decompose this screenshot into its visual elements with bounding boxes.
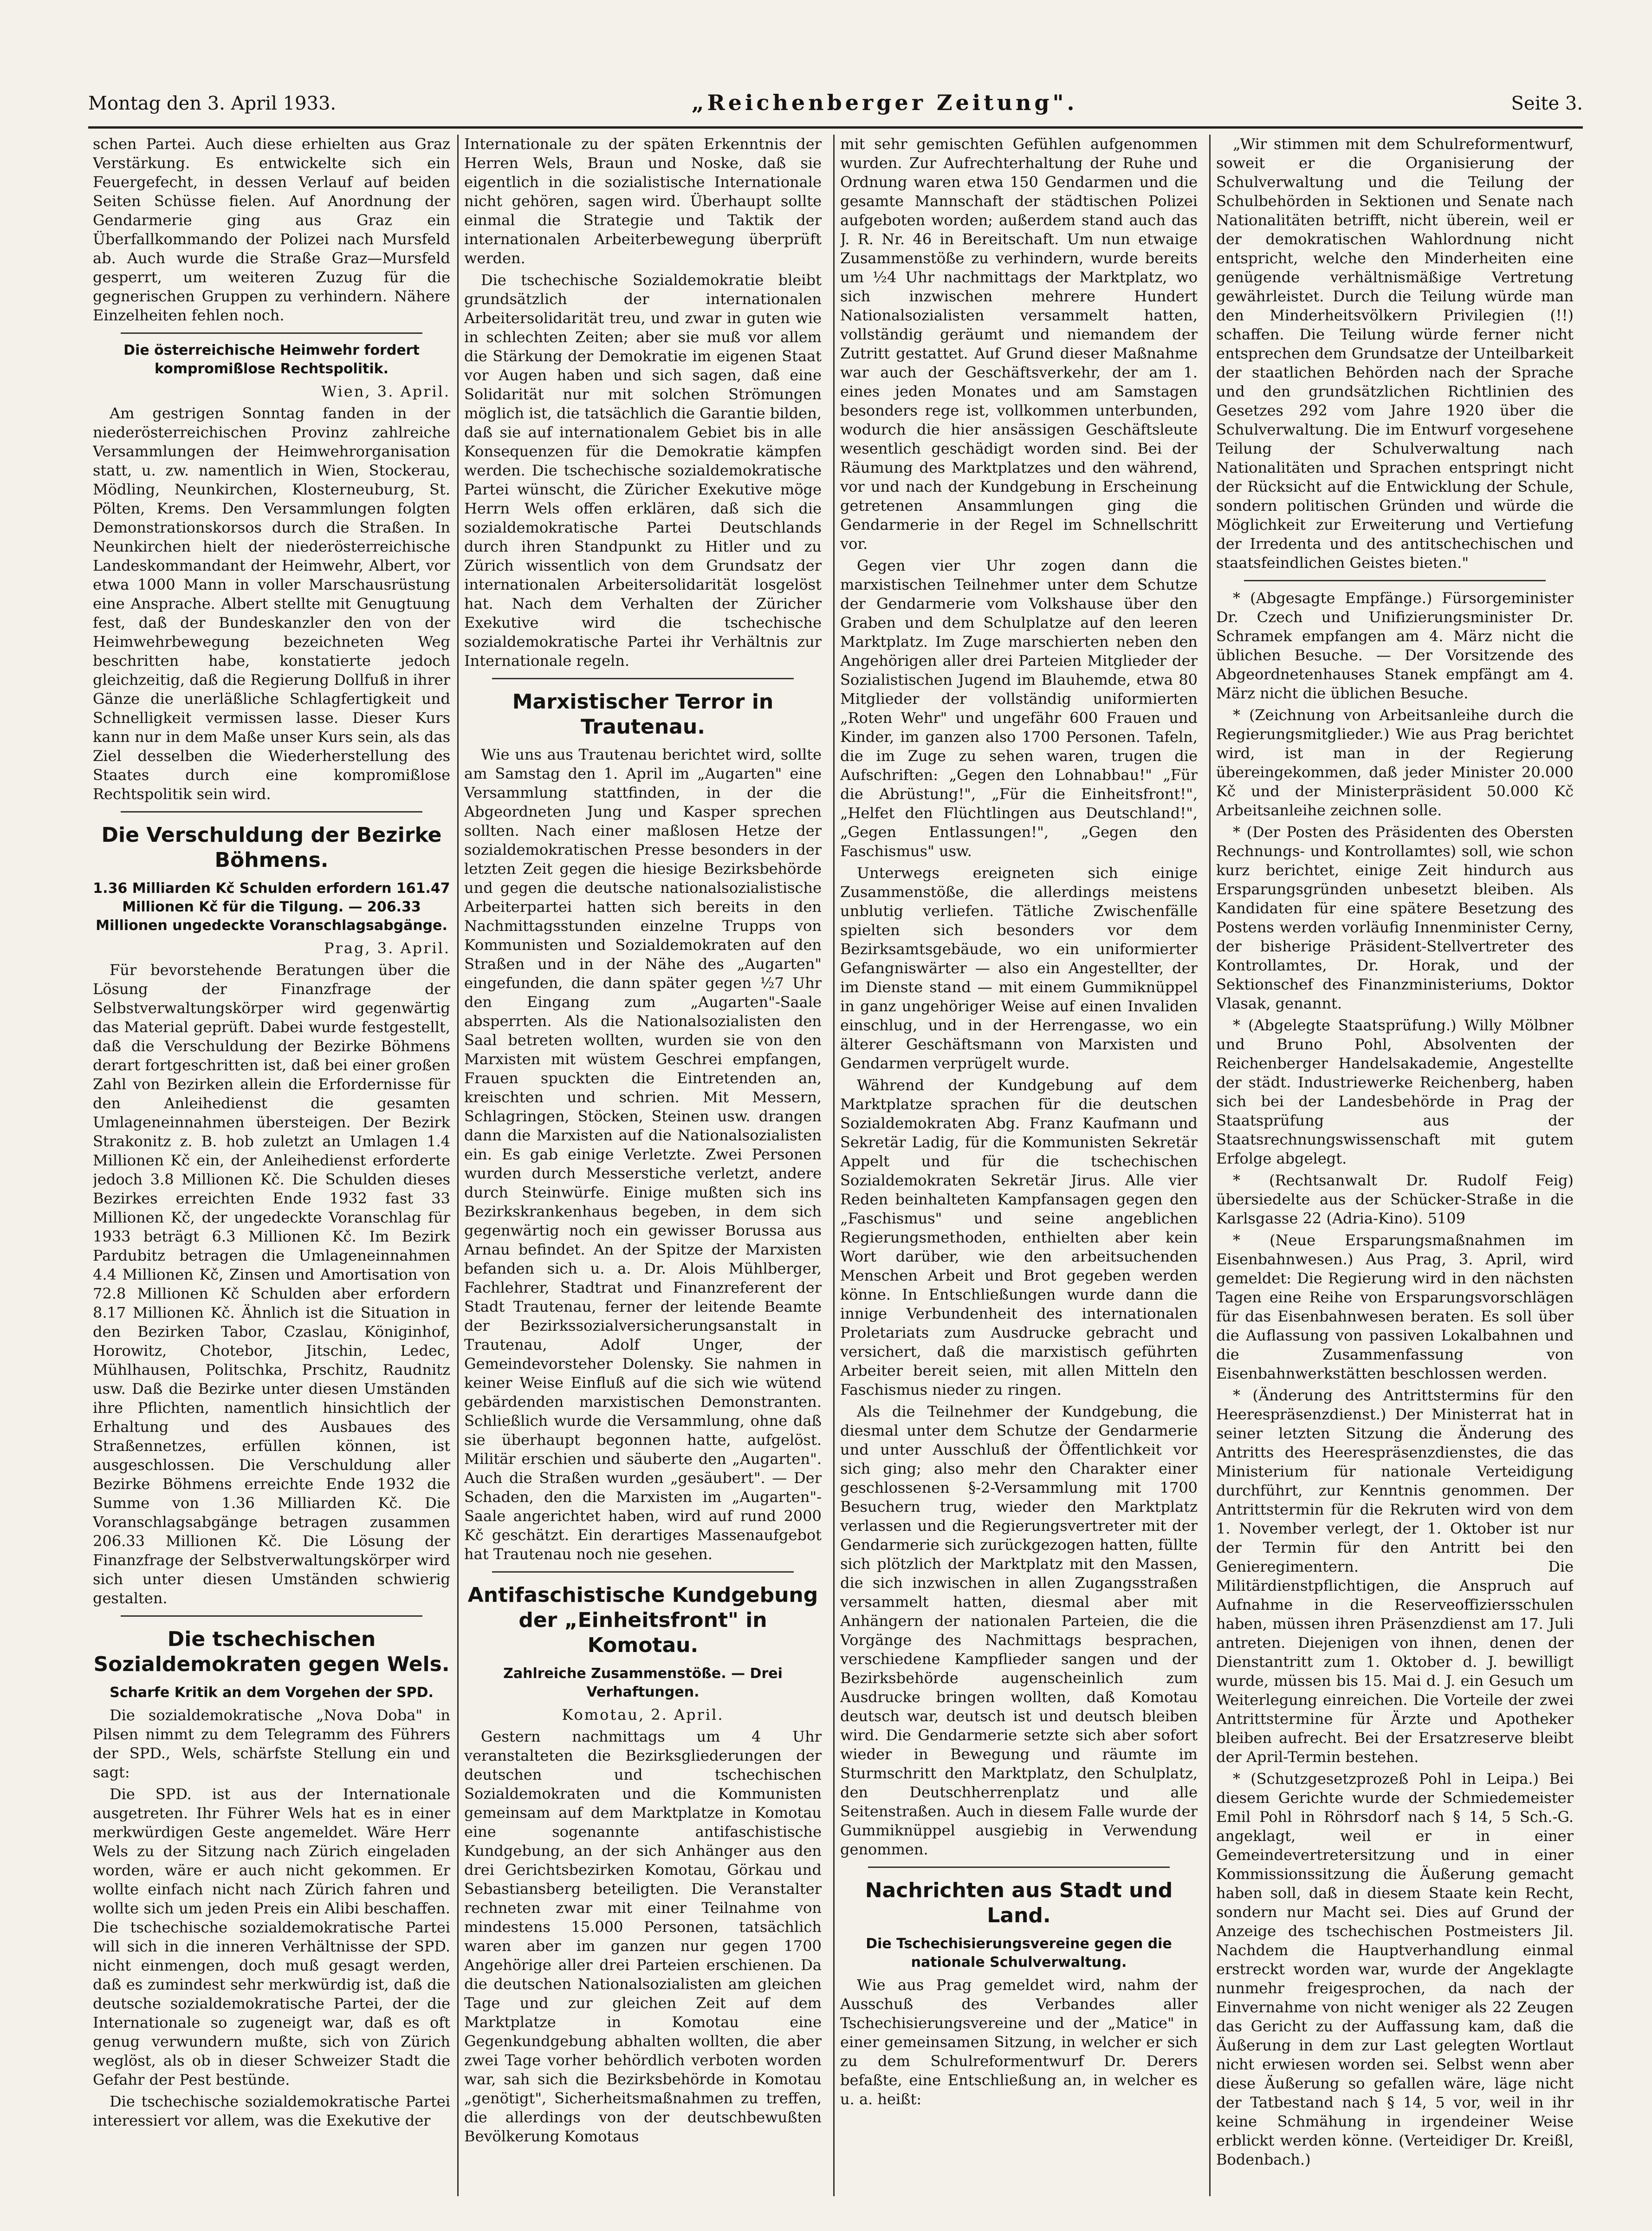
article-headline: Antifaschistische Kundgebung der „Einheitsfront" in Komotau. bbox=[467, 1583, 818, 1657]
article-headline: Die Verschuldung der Bezirke Böhmens. bbox=[101, 823, 442, 872]
column-2 bbox=[464, 135, 822, 2196]
article-text: Während der Kundgebung auf dem Marktplatze sprachen für die deutschen Sozialdemokraten Abg. Franz Kaufmann und Sekretär Ladig, für die Kommunisten Sekretär Appelt und für die tschechischen Sozialdemokraten Sekretär Jirus. Alle vier Reden beinhalteten Kampfansagen gegen den „Faschismus" und seine angeblichen Regierungsmethoden, enthielten aber kein Wort darüber, wie den arbeitsuchenden Menschen Arbeit und Brot gegeben werden könne. In Entschließungen wurde dann die innige Verbundenheit des internationalen Proletariats zum Ausdrucke gebracht und versichert, daß die marxistisch geführten Arbeiter bereit seien, mit allen Mitteln den Faschismus nieder zu ringen. bbox=[840, 1076, 1198, 1398]
article-text: Gegen vier Uhr zogen dann die marxistischen Teilnehmer unter dem Schutze der Gendarmerie vom Volkshause über den Graben und dem Schulplatze auf den leeren Marktplatz. Im Zuge marschierten neben den Angehörigen aller drei Parteien Mitglieder der Sozialistischen Jugend im Blauhemde, etwa 80 Mitglieder der vollständig uniformierten „Roten Wehr" und ungefähr 600 Frauen und Kinder, im ganzen also 1700 Personen. Tafeln, die im Zuge zu sehen waren, trugen die Aufschriften: „Gegen den Lohnabbau!" „Für die Abrüstung!", „Für die Einheitsfront!", „Helfet den Flüchtlingen aus Deutschland!", „Gegen Entlassungen!", „Gegen den Faschismus" usw. bbox=[840, 557, 1198, 860]
article-text: mit sehr gemischten Gefühlen aufgenommen wurden. Zur Aufrechterhaltung der Ruhe und Ordnung waren etwa 150 Gendarmen und die gesamte Mannschaft der städtischen Polizei aufgeboten worden; außerdem stand auch das J. R. Nr. 46 in Bereitschaft. Um nun etwaige Zusammenstöße zu verhindern, wurde bereits um ½4 Uhr nachmittags der Marktplatz, wo sich inzwischen mehrere Hundert Nationalsozialisten versammelt hatten, vollständig geräumt und niemandem der Zutritt gestattet. Auf Grund dieser Maßnahme war auch der Geschäftsverkehr, der am 1. eines jeden Monates und am Samstagen besonders rege ist, vollkommen unterbunden, wodurch die hier ansässigen Geschäftsleute wesentlich geschädigt worden sind. Bei der Räumung des Marktplatzes und den während, vor und nach der Kundgebung in Erscheinung getretenen Ansammlungen ging die Gendarmerie in der Regel im Schnellschritt vor. bbox=[840, 135, 1198, 553]
column-4 bbox=[1216, 135, 1574, 2196]
article-text: Die tschechische sozialdemokratische Partei interessiert vor allem, was die Exekutive der bbox=[93, 2093, 450, 2129]
news-item: * (Der Posten des Präsidenten des Obersten Rechnungs- und Kontrollamtes) soll, wie schon kurz berichtet, einige Zeit hindurch aus Ersparungsgründen unbesetzt bleiben. Als Kandidaten für eine spätere Besetzung des Postens werden vorläufig Innenminister Cerny, der bisherige Präsident-Stellvertreter des Kontrollamtes, Dr. Horak, und der Sektionschef des Finanzministeriums, Doktor Vlasak, genannt. bbox=[1216, 823, 1574, 1012]
article-text: schen Partei. Auch diese erhielten aus Graz Verstärkung. Es entwickelte sich ein Feuergefecht, in dessen Verlauf auf beiden Seiten Schüsse fielen. Auf Anordnung der Gendarmerie ging aus Graz ein Überfallkommando der Polizei nach Mursfeld ab. Auch wurde die Straße Graz—Mursfeld gesperrt, um weiteren Zuzug für die gegnerischen Gruppen zu verhindern. Nähere Einzelheiten fehlen noch. bbox=[93, 135, 450, 324]
news-item: * (Neue Ersparungsmaßnahmen im Eisenbahnwesen.) Aus Prag, 3. April, wird gemeldet: Die Regierung wird in den nächsten Tagen eine Reihe von Ersparungsvorschlägen für das Eisenbahnwesen beraten. Es soll über die Auflassung von passiven Lokalbahnen und die Zusammenfassung von Eisenbahnwerkstätten beschlossen werden. bbox=[1216, 1231, 1574, 1382]
article-text: Wie aus Prag gemeldet wird, nahm der Ausschuß des Verbandes aller Tschechisierungsvereine und der „Matice" in einer gemeinsamen Sitzung, in welcher er sich zu dem Schulreformentwurf Dr. Derers befaßte, eine Entschließung an, in welcher es u. a. heißt: bbox=[840, 1976, 1198, 2108]
header-date: Montag den 3. April 1933. bbox=[88, 93, 337, 114]
article-text: Die sozialdemokratische „Nova Doba" in Pilsen nimmt zu dem Telegramm des Führers der SPD., Wels, schärfste Stellung ein und sagt: bbox=[93, 1706, 450, 1781]
article-headline: Marxistischer Terror in Trautenau. bbox=[512, 690, 774, 739]
article-text: Die tschechische Sozialdemokratie bleibt grundsätzlich der internationalen Arbeitersolidarität treu, und zwar in guten wie in schlechten Zeiten; aber sie muß vor allem die Stärkung der Demokratie im eigenen Staat vor Augen haben und sich sagen, daß eine Solidarität nur mit solchen Strömungen möglich ist, die tatsächlich die Garantie bilden, daß sie auf internationalem Gebiet bis in alle Konsequenzen für die Demokratie kämpfen werden. Die tschechische sozialdemokratische Partei wünscht, die Züricher Exekutive möge Herrn Wels offen erklären, daß sich die sozialdemokratische Partei Deutschlands durch ihren Standpunkt zu Hitler und zu Zürich wissentlich von dem Grundsatz der internationalen Arbeitersolidarität losgelöst hat. Nach dem Verhalten der Züricher Exekutive wird die tschechische sozialdemokratische Partei ihr Verhältnis zur Internationale regeln. bbox=[464, 271, 822, 670]
column-divider bbox=[1209, 135, 1211, 2196]
article-separator bbox=[121, 811, 422, 813]
article-subheadline: Zahlreiche Zusammenstöße. — Drei Verhaftungen. bbox=[503, 1665, 783, 1700]
header-rule bbox=[88, 126, 1583, 129]
column-divider bbox=[457, 135, 459, 2196]
column-3 bbox=[840, 135, 1198, 2196]
article-text: Am gestrigen Sonntag fanden in der niederösterreichischen Provinz zahlreiche Versammlungen der Heimwehrorganisation statt, u. zw. namentlich in Wien, Stockerau, Mödling, Neunkirchen, Klosterneuburg, St. Pölten, Krems. Den Versammlungen folgten Demonstrationskorsos durch die Straßen. In Neunkirchen hielt der niederösterreichische Landeskommandant der Heimwehr, Albert, vor etwa 1000 Mann in voller Marschausrüstung eine Ansprache. Albert stellte mit Genugtuung fest, daß der Bundeskanzler den von der Heimwehrbewegung bezeichneten Weg beschritten habe, konstatierte jedoch gleichzeitig, daß die Regierung Dollfuß in ihrer Gänze die unerläßliche Schlagfertigkeit und Schnelligkeit vermissen lasse. Dieser Kurs kann nur in dem Maße unser Kurs sein, als das Ziel desselben die Wiederherstellung des Staates durch eine kompromißlose Rechtspolitik sein wird. bbox=[93, 404, 450, 803]
dateline: Komotau, 2. April. bbox=[562, 1706, 724, 1724]
article-separator bbox=[492, 1571, 794, 1573]
article-separator bbox=[121, 332, 422, 334]
article-text: Die SPD. ist aus der Internationale ausgetreten. Ihr Führer Wels hat es in einer merkwürdigen Geste angemeldet. Wäre Herr Wels zu der Sitzung nach Zürich eingeladen worden, wäre er auch nicht gekommen. Er wollte einfach nicht nach Zürich fahren und wollte sich um jeden Preis ein Alibi beschaffen. Die tschechische sozialdemokratische Partei will sich in die inneren Verhältnisse der SPD. nicht einmengen, doch muß gesagt werden, daß es zumindest sehr merkwürdig ist, daß die deutsche sozialdemokratische Partei, der die Internationale so zugeneigt war, daß es oft genug verwundern mußte, sich von Zürich weglöst, als ob in dieser Schweizer Stadt die Gefahr der Pest bestünde. bbox=[93, 1785, 450, 2088]
article-text: Wie uns aus Trautenau berichtet wird, sollte am Samstag den 1. April im „Augarten" eine Versammlung stattfinden, in der die Abgeordneten Jung und Kasper sprechen sollten. Nach einer maßlosen Hetze der sozialdemokratischen Presse besonders in der letzten Zeit gegen die hiesige Bezirksbehörde und gegen die deutsche nationalsozialistische Arbeiterpartei hatten sich bereits in den Nachmittagsstunden einzelne Trupps von Kommunisten und Sozialdemokraten auf den Straßen und in der Nähe des „Augarten" eingefunden, die dann später gegen ½7 Uhr den Eingang zum „Augarten"-Saale absperrten. Als die Nationalsozialisten den Saal betreten wollten, wurden sie von den Marxisten mit wüstem Geschrei empfangen, Frauen spuckten die Eintretenden an, kreischten und schrien. Mit Messern, Schlagringen, Stöcken, Steinen usw. drangen dann die Marxisten auf die Nationalsozialisten ein. Es gab einige Verletzte. Zwei Personen wurden durch Messerstiche verletzt, andere durch Steinwürfe. Einige mußten sich ins Bezirkskrankenhaus begeben, in dem sich gegenwärtig noch ein gewisser Borussa aus Arnau befindet. An der Spitze der Marxisten befanden sich u. a. Dr. Alois Mühlberger, Fachlehrer, Stadtrat und Finanzreferent der Stadt Trautenau, ferner der leitende Beamte der Bezirkssozialversicherungsanstalt in Trautenau, Adolf Unger, der Gemeindevorsteher Dolensky. Sie nahmen in keiner Weise Einfluß auf die sich wie wütend gebärdenden marxistischen Demonstranten. Schließlich wurde die Versammlung, ohne daß sie überhaupt begonnen hatte, aufgelöst. Militär erschien und säuberte den „Augarten". Auch die Straßen wurden „gesäubert". — Der Schaden, den die Marxisten im „Augarten"-Saale angerichtet haben, wird auf rund 2000 Kč geschätzt. Ein derartiges Massenaufgebot hat Trautenau noch nie gesehen. bbox=[464, 746, 822, 1563]
article-separator bbox=[1244, 580, 1546, 581]
article-text: Als die Teilnehmer der Kundgebung, die diesmal unter dem Schutze der Gendarmerie und unter Ausschluß der Öffentlichkeit vor sich ging; also mehr den Charakter einer geschlossenen §-2-Versammlung mit 1700 Besuchern trug, wieder den Marktplatz verlassen und die Regierungsvertreter mit der Gendarmerie sich zurückgezogen hatten, füllte sich plötzlich der Marktplatz mit den Massen, die sich inzwischen in allen Zugangsstraßen versammelt hatten, diesmal aber mit Anhängern der nationalen Parteien, die die Vorgänge des Nachmittags besprachen, verschiedene Kampflieder sangen und der Bezirksbehörde augenscheinlich zum Ausdrucke bringen wollten, daß Komotau deutsch war, deutsch ist und deutsch bleiben wird. Die Gendarmerie setzte sich aber sofort wieder in Bewegung und räumte im Sturmschritt den Marktplatz, den Schulplatz, den Deutschherrenplatz und alle Seitenstraßen. Auch in diesem Falle wurde der Gummiknüppel ausgiebig in Verwendung genommen. bbox=[840, 1403, 1198, 1858]
masthead: „Reichenberger Zeitung". bbox=[692, 90, 1078, 115]
news-item: * (Abgesagte Empfänge.) Fürsorgeminister Dr. Czech und Unifizierungsminister Dr. Schramek empfangen am 4. März nicht die üblichen Besuche. — Der Vorsitzende des Abgeordnetenhauses Stanek empfängt am 4. März nicht die üblichen Besuche. bbox=[1216, 589, 1574, 702]
article-separator bbox=[492, 678, 794, 679]
page-number: Seite 3. bbox=[1511, 93, 1583, 114]
article-text: Für bevorstehende Beratungen über die Lösung der Finanzfrage der Selbstverwaltungskörper wird gegenwärtig das Material geprüft. Dabei wurde festgestellt, daß die Verschuldung der Bezirke Böhmens derart fortgeschritten ist, daß bei einer großen Zahl von Bezirken allein die Erfordernisse für den Anleihedienst die gesamten Umlageneinnahmen übersteigen. Der Bezirk Strakonitz z. B. hob zuletzt an Umlagen 1.4 Millionen Kč ein, der Anleihedienst erforderte jedoch 3.8 Millionen Kč. Die Schulden dieses Bezirkes erreichten Ende 1932 fast 33 Millionen Kč, der ungedeckte Voranschlag für 1933 beträgt 6.3 Millionen Kč. Im Bezirk Pardubitz betragen die Umlageneinnahmen 4.4 Millionen Kč, Zinsen und Amortisation von 72.8 Millionen Kč Schulden aber erfordern 8.17 Millionen Kč. Ähnlich ist die Situation in den Bezirken Tabor, Czaslau, Königinhof, Horowitz, Chotebor, Jitschin, Ledec, Mühlhausen, Politschka, Prschitz, Raudnitz usw. Daß die Bezirke unter diesen Umständen ihre Pflichten, namentlich hinsichtlich der Erhaltung und des Ausbaues des Straßennetzes, erfüllen können, ist ausgeschlossen. Die Verschuldung aller Bezirke Böhmens erreichte Ende 1932 die Summe von 1.36 Milliarden Kč. Die Voranschlagsabgänge betragen zusammen 206.33 Millionen Kč. Die Lösung der Finanzfrage der Selbstverwaltungskörper wird sich unter diesen Umständen schwierig gestalten. bbox=[93, 961, 450, 1607]
article-separator bbox=[868, 1867, 1170, 1868]
news-item: * (Änderung des Antrittstermins für den Heerespräsenzdienst.) Der Ministerrat hat in seiner letzten Sitzung die Änderung des Antritts des Heerespräsenzdienstes, die das Ministerium für nationale Verteidigung durchführt, zur Kenntnis genommen. Der Antrittstermin für die Rekruten wird von dem 1. November verlegt, der 1. Oktober ist nur der Termin für den Antritt bei den Genieregimentern. Die Militärdienstpflichtigen, die Anspruch auf Aufnahme in die Reserveoffiziersschulen haben, müssen ihren Präsenzdienst am 17. Juli antreten. Diejenigen von ihnen, denen der Dienstantritt zum 1. Oktober d. J. bewilligt wurde, müssen bis 15. Mai d. J. ein Gesuch um Weiterlegung einreichen. Die Vorteile der zwei Antrittstermine für Ärzte und Apotheker bleiben aufrecht. Bei der Ersatzreserve bleibt der April-Termin bestehen. bbox=[1216, 1386, 1574, 1766]
article-headline: Die Tschechisierungsvereine gegen die nationale Schulverwaltung. bbox=[866, 1936, 1172, 1971]
article-text: Internationale zu der späten Erkenntnis der Herren Wels, Braun und Noske, daß sie eigentlich in die sozialistische Internationale nicht gehören, sagen wird. Überhaupt sollte einmal die Strategie und Taktik der internationalen Arbeiterbewegung überprüft werden. bbox=[464, 135, 822, 267]
page-header bbox=[88, 87, 1583, 124]
dateline: Prag, 3. April. bbox=[324, 939, 450, 957]
news-item: * (Schutzgesetzprozeß Pohl in Leipa.) Bei diesem Gerichte wurde der Schmiedemeister Emil Pohl in Röhrsdorf nach § 14, 5 Sch.-G. angeklagt, weil er in einer Gemeindevertretersitzung und in einer Kommissionssitzung die Äußerung gemacht haben soll, daß in diesem Staate kein Recht, sondern nur Macht sei. Dies auf Grund der Anzeige des tschechischen Postmeisters Jil. Nachdem die Hauptverhandlung einmal erstreckt worden war, wurde der Angeklagte nunmehr freigesprochen, da nach der Einvernahme von nicht weniger als 22 Zeugen das Gericht zu der Auffassung kam, daß die Äußerung in dem zur Last gelegten Wortlaut nicht erwiesen worden sei. Selbst wenn aber diese Äußerung so gefallen wäre, läge nicht der Tatbestand nach § 14, 5 vor, weil in ihr keine Schmähung in irgendeiner Weise erblickt werden könne. (Verteidiger Dr. Kreißl, Bodenbach.) bbox=[1216, 1770, 1574, 2168]
news-item: * (Abgelegte Staatsprüfung.) Willy Mölbner und Bruno Pohl, Absolventen der Reichenberger Handelsakademie, Angestellte der städt. Industriewerke Reichenberg, haben sich bei der Landesbehörde in Prag der Staatsprüfung aus der Staatsrechnungswissenschaft mit gutem Erfolge abgelegt. bbox=[1216, 1016, 1574, 1167]
article-headline: Die österreichische Heimwehr fordert kompromißlose Rechtspolitik. bbox=[123, 342, 420, 377]
column-divider bbox=[833, 135, 835, 2196]
news-item: * (Zeichnung von Arbeitsanleihe durch die Regierungsmitglieder.) Wie aus Prag berichtet wird, ist man in der Regierung übereingekommen, daß jeder Minister 20.000 Kč und der Ministerpräsident 50.000 Kč Arbeitsanleihe zeichnen solle. bbox=[1216, 706, 1574, 819]
article-subheadline: Scharfe Kritik an dem Vorgehen der SPD. bbox=[110, 1685, 434, 1701]
news-item: * (Rechtsanwalt Dr. Rudolf Feig) übersiedelte aus der Schücker-Straße in die Karlsgasse 22 (Adria-Kino). 5109 bbox=[1216, 1171, 1574, 1227]
dateline: Wien, 3. April. bbox=[321, 383, 450, 400]
article-headline: Die tschechischen Sozialdemokraten gegen Wels. bbox=[93, 1627, 450, 1676]
article-subheadline: 1.36 Milliarden Kč Schulden erfordern 161.47 Millionen Kč für die Tilgung. — 206.33 Millionen ungedeckte Voranschlagsabgänge. bbox=[93, 880, 450, 934]
column-1 bbox=[93, 135, 450, 2196]
article-text: Unterwegs ereigneten sich einige Zusammenstöße, die allerdings meistens unblutig verliefen. Tätliche Zwischenfälle spielten sich besonders vor dem Bezirksamtsgebäude, wo ein uniformierter Gefangniswärter — also ein Angestellter, der im Dienste stand — mit einem Gummiknüppel in ganz ungehöriger Weise auf einen Invaliden einschlug, und in der Herrengasse, wo ein älterer Geschäftsmann von Marxisten und Gendarmen verprügelt wurde. bbox=[840, 864, 1198, 1072]
article-separator bbox=[121, 1615, 422, 1617]
section-headline: Nachrichten aus Stadt und Land. bbox=[865, 1879, 1173, 1927]
article-text: Gestern nachmittags um 4 Uhr veranstalteten die Bezirksgliederungen der deutschen und tschechischen Sozialdemokraten und die Kommunisten gemeinsam auf dem Marktplatze in Komotau eine sogenannte antifaschistische Kundgebung, an der sich Anhänger aus den drei Gerichtsbezirken Komotau, Görkau und Sebastiansberg beteiligten. Die Veranstalter rechneten zwar mit einer Teilnahme von mindestens 15.000 Personen, tatsächlich waren aber im ganzen nur gegen 1700 Angehörige aller drei Parteien erschienen. Da die deutschen Nationalsozialisten am gleichen Tage und zur gleichen Zeit auf dem Marktplatze in Komotau eine Gegenkundgebung abhalten wollten, die aber zwei Tage vorher behördlich verboten worden war, sah sich die Bezirksbehörde in Komotau „genötigt", Sicherheitsmaßnahmen zu treffen, die allerdings von der deutschbewußten Bevölkerung Komotaus bbox=[464, 1728, 822, 2145]
article-text: „Wir stimmen mit dem Schulreformentwurf, soweit er die Organisierung der Schulverwaltung und die Teilung der Schulbehörden in Sektionen und Senate nach Nationalitäten betrifft, nicht überein, weil er der demokratischen Wahlordnung nicht entspricht, welche den Minderheiten eine genügende verhältnismäßige Vertretung gewährleistet. Durch die Teilung würde man den Minderheitsvölkern Privilegien (!!) schaffen. Die Teilung würde ferner nicht entsprechen dem Grundsatze der Unteilbarkeit der staatlichen Behörden nach der Sprache und den grundsätzlichen Richtlinien des Gesetzes 292 vom Jahre 1920 über die Schulverwaltung. Die im Entwurf vorgesehene Teilung der Schulverwaltung nach Nationalitäten und Sprachen entspringt nicht der Rücksicht auf die Entwicklung der Schule, sondern politischen Gründen und würde die Möglichkeit zur Erweiterung und Vertiefung der Irredenta und des antitschechischen und staatsfeindlichen Geistes bieten." bbox=[1216, 135, 1574, 572]
